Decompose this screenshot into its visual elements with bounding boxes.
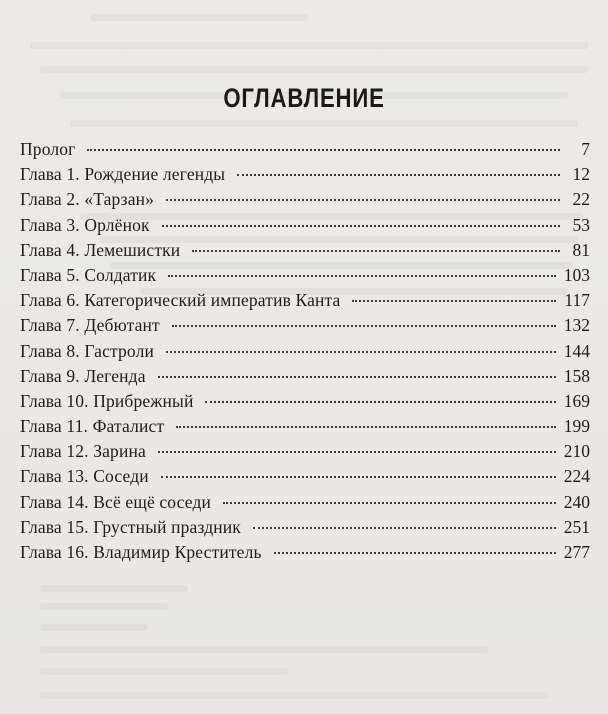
toc-entry-label: Глава 12. Зарина bbox=[20, 441, 146, 462]
toc-leader-dots bbox=[205, 401, 555, 403]
toc-entry-label: Глава 4. Лемешистки bbox=[20, 239, 181, 260]
toc-leader-dots bbox=[223, 502, 556, 504]
toc-entry[interactable] bbox=[20, 313, 590, 338]
toc-entry-page: 117 bbox=[564, 290, 590, 311]
toc-leader-dots bbox=[192, 250, 560, 252]
toc-entry-page: 103 bbox=[563, 264, 590, 285]
toc-entry-page: 12 bbox=[572, 164, 590, 185]
toc-leader-dots bbox=[166, 199, 560, 201]
toc-entry[interactable] bbox=[20, 238, 590, 263]
toc-entry[interactable] bbox=[20, 137, 590, 162]
toc-entry[interactable] bbox=[20, 213, 590, 238]
toc-leader-dots bbox=[253, 527, 556, 529]
toc-entry[interactable] bbox=[20, 439, 590, 464]
toc-entry-page: 53 bbox=[572, 214, 590, 235]
toc-entry-label: Глава 9. Легенда bbox=[20, 365, 146, 386]
toc-leader-dots bbox=[158, 451, 556, 453]
toc-entry-page: 81 bbox=[572, 239, 590, 260]
toc-leader-dots bbox=[274, 552, 556, 554]
toc-entry-page: 158 bbox=[563, 365, 590, 386]
toc-entry-label: Глава 5. Солдатик bbox=[20, 264, 157, 285]
toc-leader-dots bbox=[168, 275, 556, 277]
table-of-contents bbox=[20, 137, 590, 565]
toc-entry-page: 7 bbox=[581, 139, 590, 159]
toc-entry-label: Глава 16. Владимир Креститель bbox=[20, 542, 262, 562]
toc-entry[interactable] bbox=[20, 414, 590, 439]
toc-leader-dots bbox=[162, 225, 560, 227]
toc-entry-page: 199 bbox=[563, 416, 590, 437]
toc-leader-dots bbox=[161, 476, 556, 478]
toc-entry-page: 22 bbox=[572, 189, 590, 210]
toc-entry[interactable] bbox=[20, 464, 590, 489]
toc-leader-dots bbox=[176, 426, 556, 428]
toc-leader-dots bbox=[166, 351, 556, 353]
toc-entry-label: Глава 2. «Тарзан» bbox=[20, 189, 155, 210]
toc-entry[interactable] bbox=[20, 540, 590, 565]
toc-entry[interactable] bbox=[20, 364, 590, 389]
toc-leader-dots bbox=[352, 300, 556, 302]
toc-entry-page: 169 bbox=[563, 390, 590, 411]
toc-title: ОГЛАВЛЕНИЕ bbox=[223, 83, 385, 113]
toc-leader-dots bbox=[158, 376, 556, 378]
toc-entry-page: 132 bbox=[563, 315, 590, 336]
toc-leader-dots bbox=[172, 325, 556, 327]
toc-entry-label: Глава 7. Дебютант bbox=[20, 315, 160, 336]
toc-entry-label: Глава 3. Орлёнок bbox=[20, 214, 150, 235]
toc-entry-label: Глава 14. Всё ещё соседи bbox=[20, 491, 212, 512]
toc-entry-label: Глава 8. Гастроли bbox=[20, 340, 154, 361]
toc-entry-page: 144 bbox=[563, 340, 590, 361]
toc-entry-page: 224 bbox=[563, 466, 590, 487]
toc-entry-label: Пролог bbox=[20, 139, 76, 159]
toc-entry[interactable] bbox=[20, 162, 590, 187]
toc-entry-label: Глава 15. Грустный праздник bbox=[20, 516, 241, 537]
toc-entry-label: Глава 10. Прибрежный bbox=[20, 390, 194, 411]
toc-entry-label: Глава 1. Рождение легенды bbox=[20, 164, 226, 185]
toc-entry-page: 210 bbox=[563, 441, 590, 462]
toc-entry[interactable] bbox=[20, 339, 590, 364]
toc-entry[interactable] bbox=[20, 288, 590, 313]
toc-entry-page: 240 bbox=[563, 491, 590, 512]
toc-entry-label: Глава 13. Соседи bbox=[20, 466, 149, 487]
toc-leader-dots bbox=[87, 149, 560, 151]
toc-leader-dots bbox=[237, 174, 560, 176]
toc-entry-label: Глава 6. Категорический императив Канта bbox=[20, 290, 341, 311]
toc-entry[interactable] bbox=[20, 263, 590, 288]
toc-entry-page: 251 bbox=[563, 516, 590, 537]
toc-entry[interactable] bbox=[20, 490, 590, 515]
toc-entry-label: Глава 11. Фаталист bbox=[20, 416, 165, 437]
toc-entry-page: 277 bbox=[563, 542, 590, 562]
toc-entry[interactable] bbox=[20, 515, 590, 540]
toc-entry[interactable] bbox=[20, 187, 590, 212]
toc-entry[interactable] bbox=[20, 389, 590, 414]
